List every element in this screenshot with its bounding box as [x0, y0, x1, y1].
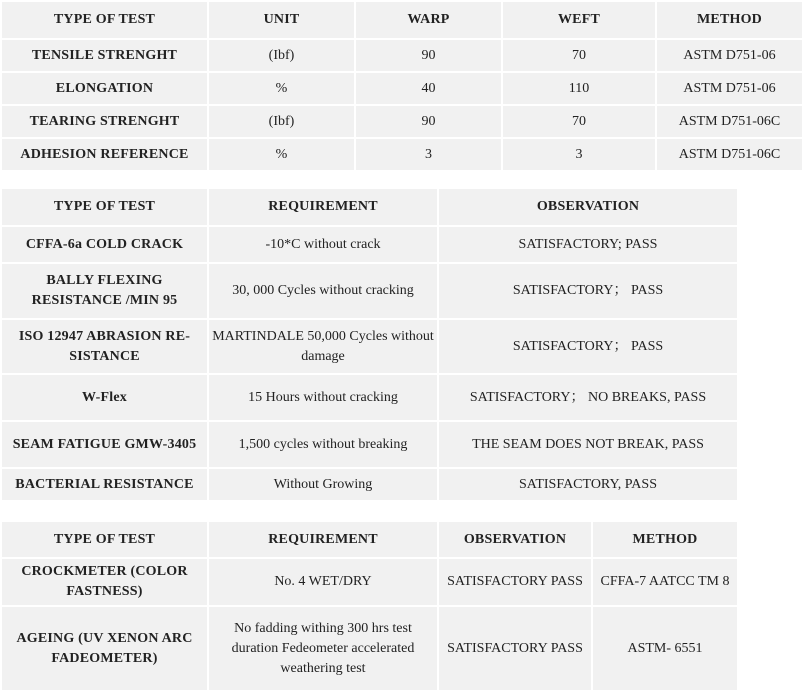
test-name-cell: W-Flex: [2, 375, 207, 420]
table-header-row: [2, 522, 737, 557]
table-row: [2, 607, 737, 690]
method-cell: ASTM- 6551: [593, 607, 737, 690]
weft-cell: 110: [503, 73, 655, 104]
warp-cell: 90: [356, 106, 501, 137]
requirement-cell: Without Growing: [209, 469, 437, 500]
weft-cell: 70: [503, 40, 655, 71]
test-name-cell: CFFA-6a COLD CRACK: [2, 227, 207, 262]
table-row: [2, 264, 737, 318]
column-header: REQUIREMENT: [209, 189, 437, 225]
observation-cell: SATISFACTORY； PASS: [439, 264, 737, 318]
method-cell: ASTM D751-06C: [657, 106, 802, 137]
requirement-cell: -10*C without crack: [209, 227, 437, 262]
method-cell: ASTM D751-06: [657, 40, 802, 71]
requirement-cell: 1,500 cycles without breaking: [209, 422, 437, 467]
column-header: TYPE OF TEST: [2, 522, 207, 557]
test-name-cell: ADHESION REFERENCE: [2, 139, 207, 170]
table-row: [2, 40, 802, 71]
column-header: TYPE OF TEST: [2, 189, 207, 225]
column-header: OBSERVATION: [439, 522, 591, 557]
observation-cell: SATISFACTORY PASS: [439, 559, 591, 605]
column-header: WARP: [356, 2, 501, 38]
observation-cell: SATISFACTORY; PASS: [439, 227, 737, 262]
table-row: [2, 73, 802, 104]
column-header: OBSERVATION: [439, 189, 737, 225]
observation-cell: SATISFACTORY； NO BREAKS, PASS: [439, 375, 737, 420]
method-cell: CFFA-7 AATCC TM 8: [593, 559, 737, 605]
method-cell: ASTM D751-06C: [657, 139, 802, 170]
table-row: [2, 559, 737, 605]
table-row: [2, 469, 737, 500]
test-name-cell: ELONGATION: [2, 73, 207, 104]
column-header: REQUIREMENT: [209, 522, 437, 557]
column-header: METHOD: [593, 522, 737, 557]
table-row: [2, 227, 737, 262]
test-name-cell: TENSILE STRENGHT: [2, 40, 207, 71]
unit-cell: (Ibf): [209, 40, 354, 71]
column-header: UNIT: [209, 2, 354, 38]
table-row: [2, 106, 802, 137]
method-cell: ASTM D751-06: [657, 73, 802, 104]
unit-cell: %: [209, 73, 354, 104]
unit-cell: %: [209, 139, 354, 170]
table-row: [2, 422, 737, 467]
column-header: WEFT: [503, 2, 655, 38]
performance-tests-table: [0, 187, 739, 502]
table-row: [2, 320, 737, 373]
observation-cell: SATISFACTORY； PASS: [439, 320, 737, 373]
table-header-row: [2, 2, 802, 38]
observation-cell: THE SEAM DOES NOT BREAK, PASS: [439, 422, 737, 467]
test-name-cell: CROCKMETER (COLOR FASTNESS): [2, 559, 207, 605]
table-row: [2, 375, 737, 420]
test-name-cell: TEARING STRENGHT: [2, 106, 207, 137]
table-row: [2, 139, 802, 170]
weft-cell: 70: [503, 106, 655, 137]
test-name-cell: SEAM FATIGUE GMW-3405: [2, 422, 207, 467]
warp-cell: 3: [356, 139, 501, 170]
observation-cell: SATISFACTORY PASS: [439, 607, 591, 690]
warp-cell: 90: [356, 40, 501, 71]
mechanical-properties-table: [0, 0, 804, 172]
test-name-cell: ISO 12947 ABRASION RE-SISTANCE: [2, 320, 207, 373]
table-header-row: [2, 189, 737, 225]
requirement-cell: 15 Hours without cracking: [209, 375, 437, 420]
observation-cell: SATISFACTORY, PASS: [439, 469, 737, 500]
test-name-cell: BALLY FLEXING RESISTANCE /MIN 95: [2, 264, 207, 318]
warp-cell: 40: [356, 73, 501, 104]
requirement-cell: MARTINDALE 50,000 Cycles without damage: [209, 320, 437, 373]
column-header: TYPE OF TEST: [2, 2, 207, 38]
unit-cell: (Ibf): [209, 106, 354, 137]
weft-cell: 3: [503, 139, 655, 170]
requirement-cell: No. 4 WET/DRY: [209, 559, 437, 605]
test-name-cell: AGEING (UV XENON ARC FADEOMETER): [2, 607, 207, 690]
test-name-cell: BACTERIAL RESISTANCE: [2, 469, 207, 500]
color-and-ageing-table: [0, 520, 739, 692]
requirement-cell: 30, 000 Cycles without cracking: [209, 264, 437, 318]
requirement-cell: No fadding withing 300 hrs test duration Fedeometer accelerated weathering test: [209, 607, 437, 690]
column-header: METHOD: [657, 2, 802, 38]
